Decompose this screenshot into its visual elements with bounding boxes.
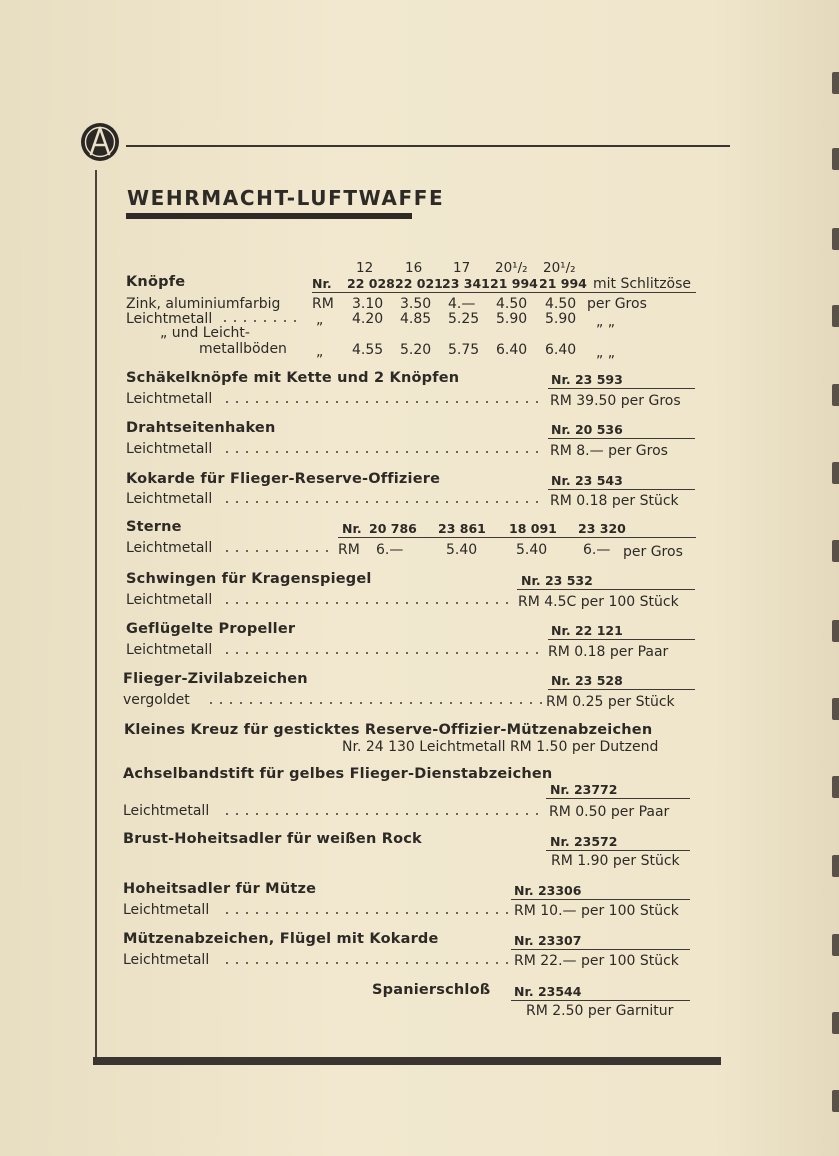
- binder-tab: [832, 540, 839, 562]
- item-material: Leichtmetall: [123, 952, 210, 968]
- price: 4.20: [352, 311, 384, 327]
- price: 6.40: [496, 342, 528, 358]
- item-price: RM 4.5C per 100 Stück: [518, 594, 679, 610]
- price: 4.85: [400, 311, 432, 327]
- item-price: RM 0.18 per Stück: [550, 493, 679, 509]
- row-label: „ und Leicht-: [160, 325, 250, 341]
- binder-tab: [832, 228, 839, 250]
- price: 6.40: [545, 342, 577, 358]
- item-detail: Nr. 24 130 Leichtmetall RM 1.50 per Dutzend: [342, 739, 659, 755]
- price: 5.90: [496, 311, 528, 327]
- item-price: RM 39.50 per Gros: [550, 393, 681, 409]
- item-number: Nr. 23772: [550, 782, 618, 797]
- price: 5.20: [400, 342, 432, 358]
- top-rule: [126, 145, 730, 147]
- company-logo-icon: [80, 122, 120, 162]
- binder-tab: [832, 1012, 839, 1034]
- item-rule: [546, 798, 690, 799]
- knoepfe-note: mit Schlitzöse: [593, 276, 692, 292]
- item-material: Leichtmetall: [126, 391, 213, 407]
- heading-underline: [126, 213, 412, 219]
- item-price: RM 2.50 per Garnitur: [526, 1003, 674, 1019]
- item-number: Nr. 23 543: [551, 473, 623, 488]
- currency: „: [316, 344, 324, 360]
- unit: per Gros: [587, 296, 647, 312]
- size-label: 12: [356, 260, 374, 276]
- item-rule: [338, 537, 696, 538]
- binder-tab: [832, 855, 839, 877]
- price: 4.50: [496, 296, 528, 312]
- item-title: Flieger-Zivilabzeichen: [123, 671, 308, 687]
- item-number: Nr. 23544: [514, 984, 582, 999]
- item-number: Nr. 20 536: [551, 422, 623, 437]
- leader-dots: [222, 550, 334, 552]
- article-number: 22 021: [395, 276, 443, 291]
- article-number: 20 786: [369, 521, 417, 536]
- item-rule: [548, 489, 695, 490]
- size-label: 16: [405, 260, 423, 276]
- currency: RM: [338, 542, 360, 558]
- leader-dots: [222, 912, 508, 914]
- item-title: Sterne: [126, 519, 182, 535]
- item-material: Leichtmetall: [126, 642, 213, 658]
- item-title: Hoheitsadler für Mütze: [123, 881, 317, 897]
- binder-tab: [832, 776, 839, 798]
- price: 3.50: [400, 296, 432, 312]
- binder-tab: [832, 72, 839, 94]
- table-rule: [312, 292, 696, 293]
- article-number: 21 994: [539, 276, 587, 291]
- item-price: RM 10.— per 100 Stück: [514, 903, 679, 919]
- item-title: Brust-Hoheitsadler für weißen Rock: [123, 831, 422, 847]
- leader-dots: [206, 702, 544, 704]
- currency: „: [316, 312, 324, 328]
- item-rule: [511, 949, 690, 950]
- item-title: Achselbandstift für gelbes Flieger-Dienstabzeichen: [123, 766, 553, 782]
- leader-dots: [222, 501, 544, 503]
- price: 5.25: [448, 311, 480, 327]
- binder-tab: [832, 462, 839, 484]
- leader-dots: [222, 401, 544, 403]
- unit: per Gros: [623, 544, 683, 560]
- item-number: Nr. 23572: [550, 834, 618, 849]
- item-rule: [517, 589, 695, 590]
- item-material: Leichtmetall: [126, 592, 213, 608]
- leader-dots: [220, 320, 300, 322]
- row-label: Zink, aluminiumfarbig: [126, 296, 281, 312]
- bottom-bar: [93, 1057, 721, 1065]
- item-rule: [548, 388, 695, 389]
- item-material: Leichtmetall: [126, 441, 213, 457]
- item-title: Schäkelknöpfe mit Kette und 2 Knöpfen: [126, 370, 460, 386]
- item-rule: [511, 1000, 690, 1001]
- item-material: Leichtmetall: [123, 803, 210, 819]
- size-label: 20¹/₂: [543, 260, 576, 276]
- price: 5.90: [545, 311, 577, 327]
- price: 5.75: [448, 342, 480, 358]
- section-title: Knöpfe: [126, 274, 186, 290]
- article-number: 23 861: [438, 521, 486, 536]
- size-label: 20¹/₂: [495, 260, 528, 276]
- item-title: Spanierschloß: [372, 982, 491, 998]
- price: 4.—: [448, 296, 476, 312]
- page-heading: WEHRMACHT-LUFTWAFFE: [127, 186, 445, 210]
- price: 6.—: [583, 542, 611, 558]
- leader-dots: [222, 813, 544, 815]
- item-price: RM 0.18 per Paar: [548, 644, 669, 660]
- item-title: Kokarde für Flieger-Reserve-Offiziere: [126, 471, 441, 487]
- price: 5.40: [516, 542, 548, 558]
- binder-tab: [832, 305, 839, 327]
- item-rule: [511, 899, 690, 900]
- price: 5.40: [446, 542, 478, 558]
- item-title: Drahtseitenhaken: [126, 420, 276, 436]
- item-material: vergoldet: [123, 692, 190, 708]
- item-rule: [546, 850, 690, 851]
- item-price: RM 0.50 per Paar: [549, 804, 670, 820]
- item-rule: [548, 639, 695, 640]
- nr-label: Nr.: [312, 276, 332, 291]
- item-number: Nr. 23 528: [551, 673, 623, 688]
- article-number: 23 320: [578, 521, 626, 536]
- item-number: Nr. 23 593: [551, 372, 623, 387]
- item-price: RM 0.25 per Stück: [546, 694, 675, 710]
- leader-dots: [222, 451, 544, 453]
- item-title: Mützenabzeichen, Flügel mit Kokarde: [123, 931, 439, 947]
- leader-dots: [222, 652, 544, 654]
- row-label: Leichtmetall: [126, 311, 213, 327]
- item-price: RM 22.— per 100 Stück: [514, 953, 679, 969]
- item-number: Nr. 23 532: [521, 573, 593, 588]
- binder-tab: [832, 148, 839, 170]
- binder-tab: [832, 934, 839, 956]
- side-rule: [95, 170, 97, 1058]
- binder-tab: [832, 384, 839, 406]
- leader-dots: [222, 962, 508, 964]
- item-title: Kleines Kreuz für gesticktes Reserve-Offizier-Mützenabzeichen: [124, 722, 653, 738]
- item-rule: [548, 438, 695, 439]
- unit: „ „: [596, 345, 615, 361]
- price: 4.55: [352, 342, 384, 358]
- item-material: Leichtmetall: [126, 491, 213, 507]
- unit: „ „: [596, 314, 615, 330]
- item-rule: [548, 689, 695, 690]
- item-price: RM 8.— per Gros: [550, 443, 668, 459]
- article-number: 22 028: [347, 276, 395, 291]
- row-label: metallböden: [199, 341, 287, 357]
- item-number: Nr. 22 121: [551, 623, 623, 638]
- article-number: 23 341: [442, 276, 490, 291]
- item-material: Leichtmetall: [123, 902, 210, 918]
- item-material: Leichtmetall: [126, 540, 213, 556]
- leader-dots: [222, 602, 514, 604]
- price: 6.—: [376, 542, 404, 558]
- price: 4.50: [545, 296, 577, 312]
- binder-tab: [832, 1090, 839, 1112]
- currency: RM: [312, 296, 334, 312]
- binder-tab: [832, 620, 839, 642]
- size-label: 17: [453, 260, 471, 276]
- item-number: Nr. 23306: [514, 883, 582, 898]
- nr-label: Nr.: [342, 521, 362, 536]
- price: 3.10: [352, 296, 384, 312]
- item-title: Schwingen für Kragenspiegel: [126, 571, 372, 587]
- item-price: RM 1.90 per Stück: [551, 853, 680, 869]
- binder-tab: [832, 698, 839, 720]
- item-title: Geflügelte Propeller: [126, 621, 296, 637]
- article-number: 21 994: [490, 276, 538, 291]
- article-number: 18 091: [509, 521, 557, 536]
- item-number: Nr. 23307: [514, 933, 582, 948]
